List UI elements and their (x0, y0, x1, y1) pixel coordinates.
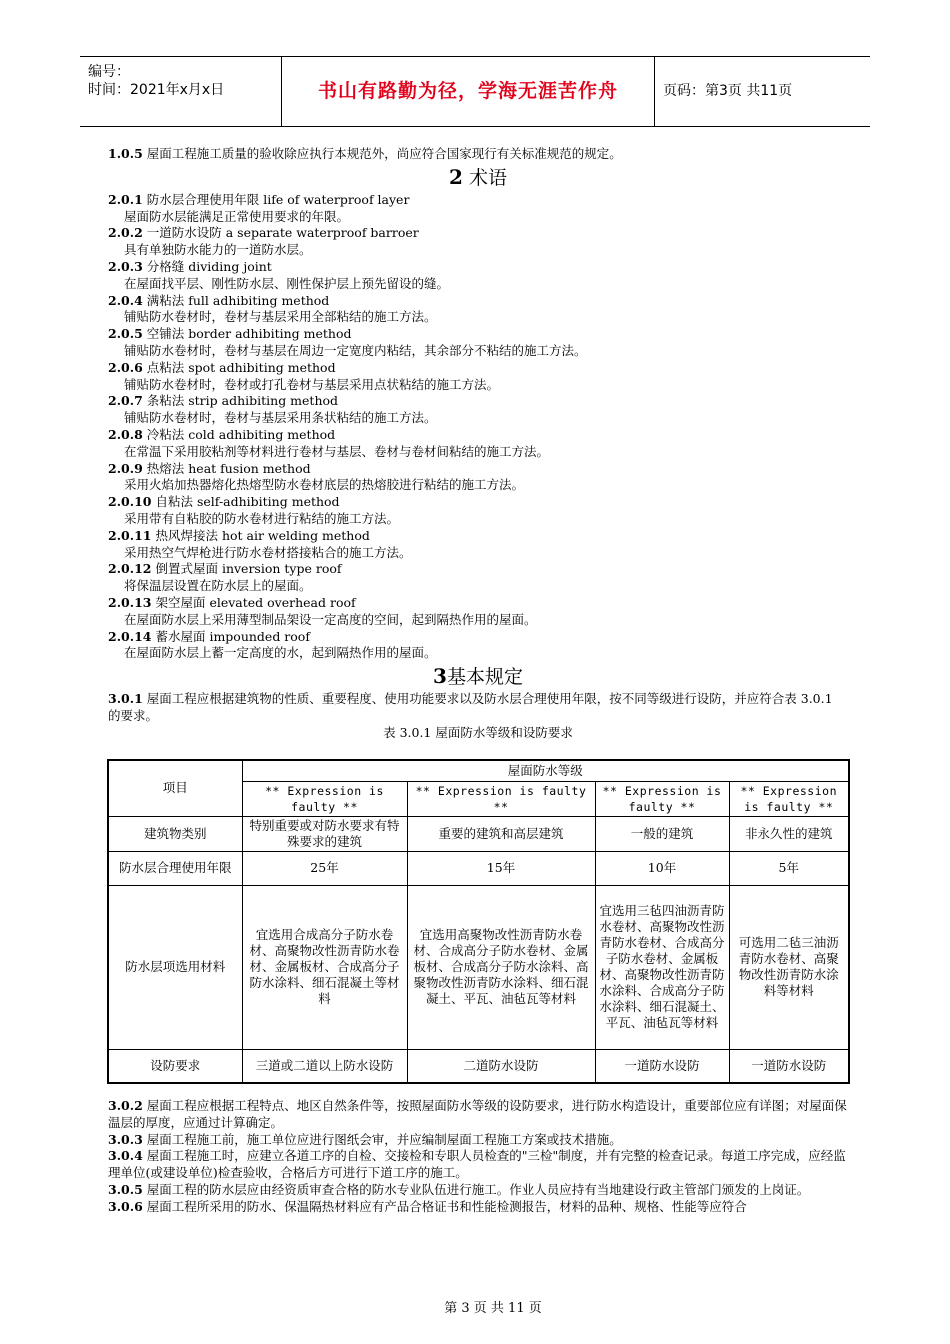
terms-list (108, 192, 848, 662)
term-definition: 具有单独防水能力的一道防水层。 (124, 242, 312, 258)
time-label: 时间：2021年x月x日 (88, 82, 225, 98)
term-heading (108, 393, 848, 410)
header-page-info: 页码：第3页 共11页 (663, 83, 793, 99)
row-label: 防水层项选用材料 (108, 885, 242, 1049)
term-heading (108, 629, 848, 646)
term-number: 2.0.3 (108, 258, 143, 274)
term-definition: 在屋面找平层、刚性防水层、刚性保护层上预先留设的缝。 (124, 275, 450, 291)
clause-number: 3.0.4 (108, 1148, 143, 1164)
section-3-heading (108, 662, 848, 691)
table-cell: 可选用二毡三油沥青防水卷材、高聚物改性沥青防水涂料等材料 (729, 885, 849, 1049)
term-definition: 采用带有自粘胶的防水卷材进行粘结的施工方法。 (124, 510, 400, 526)
table-cell: 重要的建筑和高层建筑 (407, 816, 595, 851)
table-caption: 表 3.0.1 屋面防水等级和设防要求 (383, 724, 573, 740)
table-cell: 宜选用高聚物改性沥青防水卷材、合成高分子防水卷材、金属板材、合成高分子防水涂料、高聚物改性沥青防水涂料、细石混凝土、平瓦、油毡瓦等材料 (407, 885, 595, 1049)
term-heading (108, 225, 848, 242)
term-number: 2.0.2 (108, 225, 143, 241)
term-number: 2.0.5 (108, 326, 143, 342)
term-title: 条粘法 strip adhibiting method (142, 393, 339, 409)
clause (108, 1199, 848, 1216)
term-heading (108, 293, 848, 310)
clause-text: 屋面工程的防水层应由经资质审查合格的防水专业队伍进行施工。作业人员应持有当地建设行政主管部门颁发的上岗证。 (142, 1181, 810, 1197)
term-number: 2.0.7 (108, 393, 143, 409)
term-title: 满粘法 full adhibiting method (142, 292, 330, 308)
table-row (108, 885, 849, 1049)
term-heading (108, 561, 848, 578)
term-heading (108, 326, 848, 343)
header-motto: 书山有路勤为径，学海无涯苦作舟 (282, 57, 655, 126)
document-body (108, 146, 848, 742)
page-header (80, 56, 870, 127)
term-title: 一道防水设防 a separate waterproof barroer (142, 225, 419, 241)
page-footer: 第 3 页 共 11 页 (444, 1301, 542, 1316)
term-title: 热熔法 heat fusion method (142, 460, 311, 476)
clause-number: 3.0.3 (108, 1131, 143, 1147)
table-cell: 特别重要或对防水要求有特殊要求的建筑 (242, 816, 407, 851)
term-number: 2.0.4 (108, 292, 143, 308)
table-cell: 三道或二道以上防水设防 (242, 1049, 407, 1083)
clause (108, 1148, 848, 1182)
term-title: 架空屋面 elevated overhead roof (151, 594, 356, 610)
level-header: ** Expression is faulty ** (407, 781, 595, 816)
clause-number: 3.0.2 (108, 1098, 143, 1113)
term-heading (108, 427, 848, 444)
table-cell: 15年 (407, 851, 595, 885)
clause-number: 3.0.6 (108, 1198, 143, 1214)
term-title: 空铺法 border adhibiting method (142, 326, 352, 342)
section-number: 3 (433, 664, 447, 689)
table-row (108, 1049, 849, 1083)
term-number: 2.0.11 (108, 527, 152, 543)
table-cell: 宜选用合成高分子防水卷材、高聚物改性沥青防水卷材、金属板材、合成高分子防水涂料、细石混凝土等材料 (242, 885, 407, 1049)
term-title: 防水层合理使用年限 life of waterproof layer (142, 191, 410, 207)
clause (108, 1132, 848, 1149)
term-heading (108, 595, 848, 612)
table-cell: 一般的建筑 (595, 816, 729, 851)
term-definition: 在屋面防水层上采用薄型制品架设一定高度的空间，起到隔热作用的屋面。 (124, 611, 537, 627)
clause (108, 1098, 848, 1132)
term-definition: 铺贴防水卷材时，卷材与基层采用条状粘结的施工方法。 (124, 410, 437, 426)
clause-text: 屋面工程施工前，施工单位应进行图纸会审，并应编制屋面工程施工方案或技术措施。 (142, 1131, 622, 1147)
term-definition: 在屋面防水层上蓄一定高度的水，起到隔热作用的屋面。 (124, 645, 437, 661)
term-title: 热风焊接法 hot air welding method (151, 527, 370, 543)
term-number: 2.0.9 (108, 460, 143, 476)
term-definition: 铺贴防水卷材时，卷材与基层在周边一定宽度内粘结，其余部分不粘结的施工方法。 (124, 342, 587, 358)
term-title: 蓄水屋面 impounded roof (151, 628, 310, 644)
table-row (108, 816, 849, 851)
clause-number: 1.0.5 (108, 146, 143, 161)
table-cell: 一道防水设防 (729, 1049, 849, 1083)
table-cell: 10年 (595, 851, 729, 885)
term-title: 自粘法 self-adhibiting method (151, 494, 340, 510)
term-heading (108, 259, 848, 276)
row-label: 防水层合理使用年限 (108, 851, 242, 885)
term-definition: 铺贴防水卷材时，卷材与基层采用全部粘结的施工方法。 (124, 309, 437, 325)
term-heading (108, 528, 848, 545)
term-heading (108, 360, 848, 377)
term-title: 冷粘法 cold adhibiting method (142, 426, 336, 442)
header-meta (80, 57, 282, 126)
term-title: 分格缝 dividing joint (142, 258, 272, 274)
row-label: 设防要求 (108, 1049, 242, 1083)
clause-text: 屋面工程应根据建筑物的性质、重要程度、使用功能要求以及防水层合理使用年限，按不同等级进行设防，并应符合表 3.0.1 的要求。 (108, 691, 833, 723)
term-title: 点粘法 spot adhibiting method (142, 359, 336, 375)
row-label: 建筑物类别 (108, 816, 242, 851)
clause-number: 3.0.5 (108, 1181, 143, 1197)
term-heading (108, 494, 848, 511)
term-number: 2.0.13 (108, 594, 152, 610)
term-definition: 屋面防水层能满足正常使用要求的年限。 (124, 208, 350, 224)
term-heading (108, 192, 848, 209)
code-label: 编号： (88, 64, 130, 80)
term-number: 2.0.6 (108, 359, 143, 375)
term-number: 2.0.10 (108, 494, 152, 510)
clause-text: 屋面工程施工时，应建立各道工序的自检、交接检和专职人员检查的"三检"制度，并有完整的检查记录。每道工序完成，应经监理单位(或建设单位)检查验收，合格后方可进行下道工序的施工。 (108, 1148, 846, 1181)
table-cell: 5年 (729, 851, 849, 885)
level-header: ** Expression is faulty ** (729, 781, 849, 816)
clause-text: 屋面工程施工质量的验收除应执行本规范外，尚应符合国家现行有关标准规范的规定。 (142, 146, 622, 161)
table-cell: 一道防水设防 (595, 1049, 729, 1083)
clause-text: 屋面工程应根据工程特点、地区自然条件等，按照屋面防水等级的设防要求，进行防水构造设计，重要部位应有详图；对屋面保温层的厚度，应通过计算确定。 (108, 1098, 847, 1130)
term-definition: 采用热空气焊枪进行防水卷材搭接粘合的施工方法。 (124, 544, 412, 560)
term-number: 2.0.12 (108, 561, 152, 577)
table-cell: 非永久性的建筑 (729, 816, 849, 851)
clause-3-0-1 (108, 691, 848, 725)
term-definition: 将保温层设置在防水层上的屋面。 (124, 578, 312, 594)
clause-1-0-5 (108, 146, 848, 163)
item-header: 项目 (108, 760, 242, 816)
table-cell: 二道防水设防 (407, 1049, 595, 1083)
section-number: 2 (449, 164, 463, 189)
term-definition: 采用火焰加热器熔化热熔型防水卷材底层的热熔胶进行粘结的施工方法。 (124, 477, 525, 493)
term-number: 2.0.1 (108, 191, 143, 207)
table-cell: 25年 (242, 851, 407, 885)
section-title: 术语 (462, 166, 507, 189)
section-title: 基本规定 (446, 666, 523, 689)
level-header: ** Expression is faulty ** (242, 781, 407, 816)
table-cell: 宜选用三毡四油沥青防水卷材、高聚物改性沥青防水卷材、合成高分子防水卷材、金属板材、高聚物改性沥青防水涂料、合成高分子防水涂料、细石混凝土、平瓦、油毡瓦等材料 (595, 885, 729, 1049)
term-definition: 铺贴防水卷材时，卷材或打孔卷材与基层采用点状粘结的施工方法。 (124, 376, 500, 392)
term-heading (108, 461, 848, 478)
clause-number: 3.0.1 (108, 691, 143, 707)
term-number: 2.0.8 (108, 426, 143, 442)
clause (108, 1182, 848, 1199)
level-header: ** Expression is faulty ** (595, 781, 729, 816)
term-number: 2.0.14 (108, 628, 152, 644)
term-definition: 在常温下采用胶粘剂等材料进行卷材与基层、卷材与卷材间粘结的施工方法。 (124, 443, 550, 459)
section-2-heading (108, 163, 848, 192)
table-row (108, 851, 849, 885)
waterproof-level-table (107, 759, 850, 1084)
clauses-after-table (108, 1098, 848, 1216)
term-title: 倒置式屋面 inversion type roof (151, 561, 342, 577)
group-header: 屋面防水等级 (242, 760, 849, 781)
clause-text: 屋面工程所采用的防水、保温隔热材料应有产品合格证书和性能检测报告，材料的品种、规格、性能等应符合 (142, 1198, 747, 1214)
